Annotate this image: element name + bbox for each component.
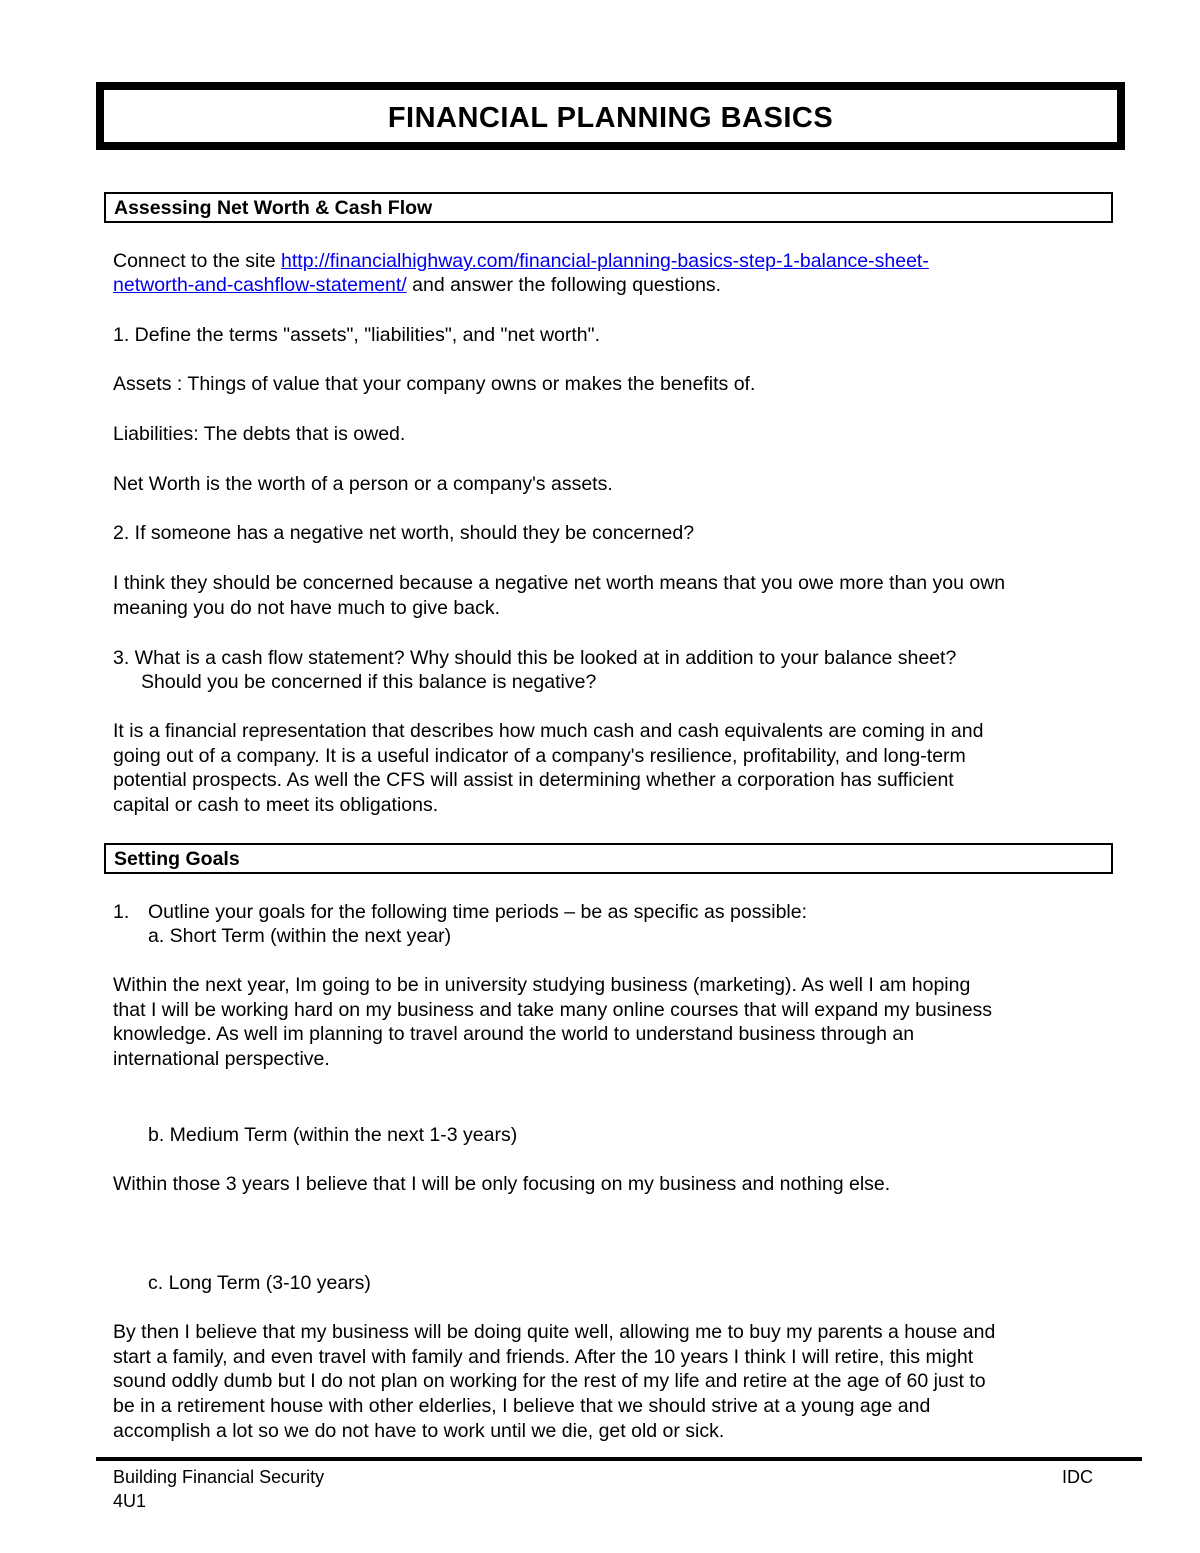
answer-3-line4: capital or cash to meet its obligations. <box>113 794 439 816</box>
answer-liabilities: Liabilities: The debts that is owed. <box>113 423 406 445</box>
section-header-net-worth <box>104 192 1113 223</box>
section-header-goals <box>104 843 1113 874</box>
resource-link[interactable]: http://financialhighway.com/financial-planning-basics-step-1-balance-sheet- <box>281 250 929 272</box>
intro-line1 <box>113 249 929 274</box>
section-heading: Assessing Net Worth & Cash Flow <box>114 197 433 219</box>
resource-link-continued[interactable]: networth-and-cashflow-statement/ <box>113 274 407 296</box>
page-title: FINANCIAL PLANNING BASICS <box>387 102 834 134</box>
answer-3-line1: It is a financial representation that describes how much cash and cash equivalents are coming in and <box>113 720 984 742</box>
short-term-line3: knowledge. As well im planning to travel around the world to understand business through an <box>113 1023 915 1045</box>
intro-line2 <box>113 273 721 298</box>
short-term-line4: international perspective. <box>113 1048 330 1070</box>
intro-prefix: Connect to the site <box>113 250 282 272</box>
long-term-line2: start a family, and even travel with family and friends. After the 10 years I think I will retire, this might <box>113 1346 974 1368</box>
question-1: 1. Define the terms "assets", "liabilities", and "net worth". <box>113 324 600 346</box>
answer-3-line2: going out of a company. It is a useful indicator of a company's resilience, profitability, and long-term <box>113 745 966 767</box>
answer-3-line3: potential prospects. As well the CFS will assist in determining whether a corporation has sufficient <box>113 769 954 791</box>
short-term-label: a. Short Term (within the next year) <box>148 925 452 947</box>
footer-code: 4U1 <box>113 1491 147 1511</box>
question-3-line2: Should you be concerned if this balance is negative? <box>141 671 597 693</box>
question-3-line1: 3. What is a cash flow statement? Why should this be looked at in addition to your balance sheet? <box>113 647 957 669</box>
answer-2-line1: I think they should be concerned because a negative net worth means that you owe more than you own <box>113 572 1006 594</box>
medium-term-line1: Within those 3 years I believe that I will be only focusing on my business and nothing else. <box>113 1173 891 1195</box>
short-term-line1: Within the next year, Im going to be in university studying business (marketing). As well I am hoping <box>113 974 971 996</box>
section-heading: Setting Goals <box>114 848 240 870</box>
goals-question-text: Outline your goals for the following time periods – be as specific as possible: <box>148 901 808 923</box>
long-term-label: c. Long Term (3-10 years) <box>148 1272 371 1294</box>
answer-net-worth: Net Worth is the worth of a person or a company's assets. <box>113 473 613 495</box>
footer-course: Building Financial Security <box>113 1467 325 1487</box>
long-term-line5: accomplish a lot so we do not have to work until we die, get old or sick. <box>113 1420 725 1442</box>
long-term-line4: be in a retirement house with other elderlies, I believe that we should strive at a young age and <box>113 1395 931 1417</box>
short-term-line2: that I will be working hard on my business and take many online courses that will expand my business <box>113 999 993 1021</box>
long-term-line1: By then I believe that my business will be doing quite well, allowing me to buy my parents a house and <box>113 1321 996 1343</box>
question-2: 2. If someone has a negative net worth, should they be concerned? <box>113 522 695 544</box>
intro-suffix: and answer the following questions. <box>406 274 722 296</box>
long-term-line3: sound oddly dumb but I do not plan on working for the rest of my life and retire at the age of 60 just to <box>113 1370 986 1392</box>
answer-2-line2: meaning you do not have much to give back. <box>113 597 500 619</box>
answer-assets: Assets : Things of value that your company owns or makes the benefits of. <box>113 373 756 395</box>
title-box <box>96 82 1125 150</box>
footer-rule <box>96 1457 1142 1461</box>
medium-term-label: b. Medium Term (within the next 1-3 years) <box>148 1124 518 1146</box>
goals-question-number: 1. <box>113 901 130 923</box>
footer-idc: IDC <box>1062 1467 1093 1487</box>
